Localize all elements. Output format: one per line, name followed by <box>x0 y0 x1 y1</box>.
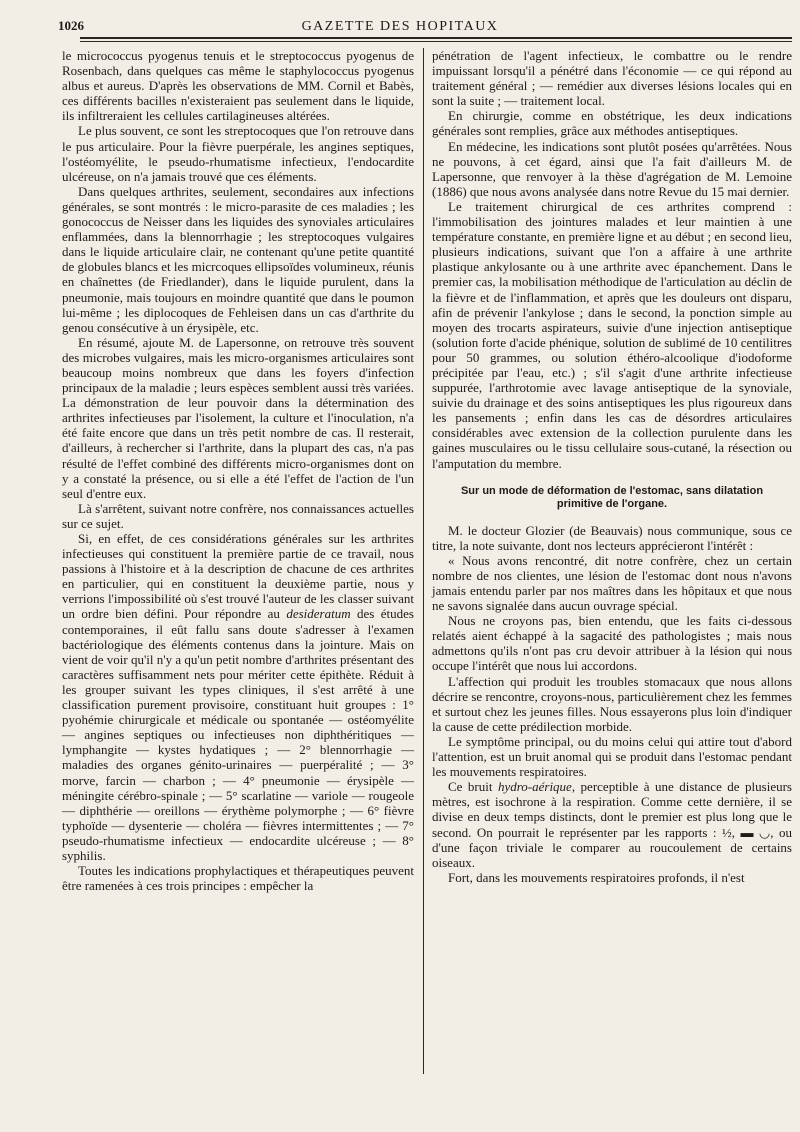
journal-title: GAZETTE DES HOPITAUX <box>301 19 499 34</box>
text-run: des études contemporaines, il eût fallu sans doute s'adresser à l'examen bactériologique des éléments contenus dans la jointure. Mais on vient de voir qu'il n'y a qu'un petit nombre d'arthrites présentant des caractères suffisamment nets pour mériter cette épithète. Réduit à les grouper suivant les types cliniques, il s'est arrêté à une classification purement provisoire, constituant huit groupes : 1° pyohémie chirurgicale et médicale ou spontanée — ostéomyélite — angines septiques ou infectieuses non diphthéritiques — lymphangite — kystes hydatiques ; — 2° blennorrhagie — maladies des organes génito-urinaires — puerpéralité ; — 3° morve, farcin — charbon ; — 4° pneumonie — érysipèle — méningite cérébro-spinale ; — 5° scarlatine — variole — rougeole — diphthérie — oreillons — érythème polymorphe ; — 6° fièvre typhoïde — dysenterie — choléra — fièvres intermittentes ; — 7° pseudo-rhumatisme infectieux — endocardite ulcéreuse ; — 8° syphilis. <box>62 606 414 863</box>
paragraph: En chirurgie, comme en obstétrique, les deux indications générales sont remplies, grâce aux méthodes antiseptiques. <box>432 108 792 139</box>
article-subheading: Sur un mode de déformation de l'estomac, sans dilatation primitive de l'organe. <box>460 484 764 510</box>
paragraph: M. le docteur Glozier (de Beauvais) nous communique, sous ce titre, la note suivante, dont nos lecteurs apprécieront l'intérêt : <box>432 522 792 553</box>
page-number: 1026 <box>58 18 84 33</box>
paragraph: Le plus souvent, ce sont les streptocoques que l'on retrouve dans le pus articulaire. Pour la fièvre puerpérale, les angines septiques, l'ostéomyélite, le pseudo-rhumatisme infectieux, l'endocardite ulcéreuse, on n'a jamais trouvé que ces éléments. <box>62 123 414 184</box>
page-header <box>0 8 800 38</box>
paragraph: Nous ne croyons pas, bien entendu, que les faits ci-dessous relatés aient échappé à la sagacité des pathologistes ; mais nous admettons qu'ils n'ont pas cru devoir attribuer à la lésion qui nous occupe l'intérêt que nous lui accordons. <box>432 613 792 674</box>
paragraph: Là s'arrêtent, suivant notre confrère, nos connaissances actuelles sur ce sujet. <box>62 500 414 531</box>
paragraph: Toutes les indications prophylactiques et thérapeutiques peuvent être ramenées à ces trois principes : empêcher la <box>62 863 414 894</box>
italic-term: desideratum <box>286 606 351 622</box>
italic-term: hydro-aérique <box>497 779 572 795</box>
paragraph: le micrococcus pyogenus tenuis et le streptococcus pyogenus de Rosenbach, dans quelques cas même le staphylococcus pyogenus albus et aureus. D'après les observations de MM. Cornil et Babès, ces différents bacilles n'existeraient pas seulement dans le liquide, ils infiltreraient les cellules cartilagineuses altérées. <box>62 48 414 124</box>
text-run: Si, en effet, de ces considérations générales sur les arthrites infectieuses qui constituent la première partie de ce travail, nous passions à l'histoire et à la description de chacune de ces arthrites en particulier, qui en constituent la deuxième partie, nous y verrions l'impossibilité où s'est trouvé l'auteur de les classer suivant un ordre bien défini. Pour répondre au <box>62 531 414 622</box>
left-column <box>62 48 414 893</box>
paragraph: En résumé, ajoute M. de Lapersonne, on retrouve très souvent des microbes vulgaires, mais les micro-organismes articulaires sont beaucoup moins nombreux que dans les foyers d'infection principaux de la maladie ; leurs espèces semblent aussi très variées. La démonstration de leur pouvoir dans la détermination des arthrites infectieuses par l'isolement, la culture et l'inoculation, n'a été faite encore que dans un très petit nombre de cas. Il resterait, d'ailleurs, à rechercher si l'arthrite, dans la plupart des cas, n'a pas résulté de l'effet combiné des différents micro-organismes dont on y a constaté la présence, ou si elle a été l'effet de l'action de l'un seul d'entre eux. <box>62 334 414 501</box>
paragraph <box>62 531 414 863</box>
header-rule <box>80 37 792 39</box>
text-run: Ce bruit <box>448 779 498 795</box>
paragraph: Dans quelques arthrites, seulement, secondaires aux infections générales, se sont montrés : le micro-parasite de ces maladies ; les gonococcus de Neisser dans les liquides des synoviales articulaires enflammées, dans la blennorrhagie ; les streptocoques vulgaires dans le liquide articulaire clair, ne contenant qu'une petite quantité de globules blancs et les micrcoques ellipsoïdes volumineux, réunis en chaînettes (de Friedlander), dans le liquide purulent, dans la pneumonie, mais toujours en moindre quantité que dans le poumon lui-même ; les diplocoques de Fehleisen dans un cas d'arthrite du genou consécutive à un érysipèle, etc. <box>62 183 415 335</box>
paragraph: Le traitement chirurgical de ces arthrites comprend : l'immobilisation des jointures malades et leur maintien à une température constante, en première ligne et au début ; en second lieu, plusieurs indications, suivant que l'on a affaire à une arthrite plastique ankylosante ou à une arthrite avec épanchement. Dans le premier cas, la mobilisation méthodique de l'articulation au déclin de la fièvre et de l'inflammation, et après que les douleurs ont disparu, afin de prévenir l'ankylose ; dans le second, la ponction simple au moyen des trocarts aspirateurs, suivie d'une injection antiseptique (solution forte d'acide phénique, solution de sublimé de 10 centilitres pour 50 grammes, ou solution éthéro-alcoolique d'iodoforme précipitée par l'eau, etc.) ; s'il s'agit d'une arthrite infectieuse suppurée, l'arthrotomie avec lavage antiseptique de la synoviale, suivie du drainage et des soins antiseptiques les plus rigoureux dans les pansements ; enfin dans les cas de désordres articulaires considérables avec extension de la collection purulente dans les gaines musculaires ou le tissu cellulaire sous-cutané, la résection ou l'amputation du membre. <box>432 198 792 471</box>
header-rule-thin <box>80 41 792 42</box>
paragraph: pénétration de l'agent infectieux, le combattre ou le rendre impuissant lorsqu'il a pénétré dans l'économie — ce qui répond au traitement général ; — remédier aux diverses lésions locales qui en sont la suite ; — traitement local. <box>432 48 792 109</box>
paragraph: En médecine, les indications sont plutôt posées qu'arrêtées. Nous ne pouvons, à cet égard, ainsi que l'a fait d'ailleurs M. de Lapersonne, que renvoyer à la thèse d'agrégation de M. Lemoine (1886) que nous avons analysée dans notre Revue du 15 mai dernier. <box>432 138 792 199</box>
paragraph: Fort, dans les mouvements respiratoires profonds, il n'est <box>448 869 745 885</box>
column-divider <box>423 48 424 1074</box>
paragraph: L'affection qui produit les troubles stomacaux que nous allons décrire se rencontre, croyons-nous, particulièrement chez les femmes et surtout chez les jeunes filles. Nous essayerons plus loin d'indiquer la cause de cette prédilection morbide. <box>432 673 792 734</box>
paragraph: Le symptôme principal, ou du moins celui qui attire tout d'abord l'attention, est un bruit anomal qui se produit dans l'estomac pendant les mouvements respiratoires. <box>432 733 792 780</box>
paragraph <box>432 779 792 870</box>
right-column <box>432 48 792 885</box>
paragraph: « Nous avons rencontré, dit notre confrère, chez un certain nombre de nos clientes, une lésion de l'estomac dont nous n'avons jamais entendu parler par nos maîtres dans les hôpitaux et que nous ne savons signalée dans aucun ouvrage spécial. <box>432 552 792 614</box>
text-run: , perceptible à une distance de plusieurs mètres, est isochrone à la respiration. Comme cette dernière, il se divise en deux temps distincts, dont le premier est plus long que le second. On pourrait le représenter par les rapports : ½, ▬ ◡, ou d'une façon triviale le comparer au roucoulement de certains oiseaux. <box>432 779 792 870</box>
